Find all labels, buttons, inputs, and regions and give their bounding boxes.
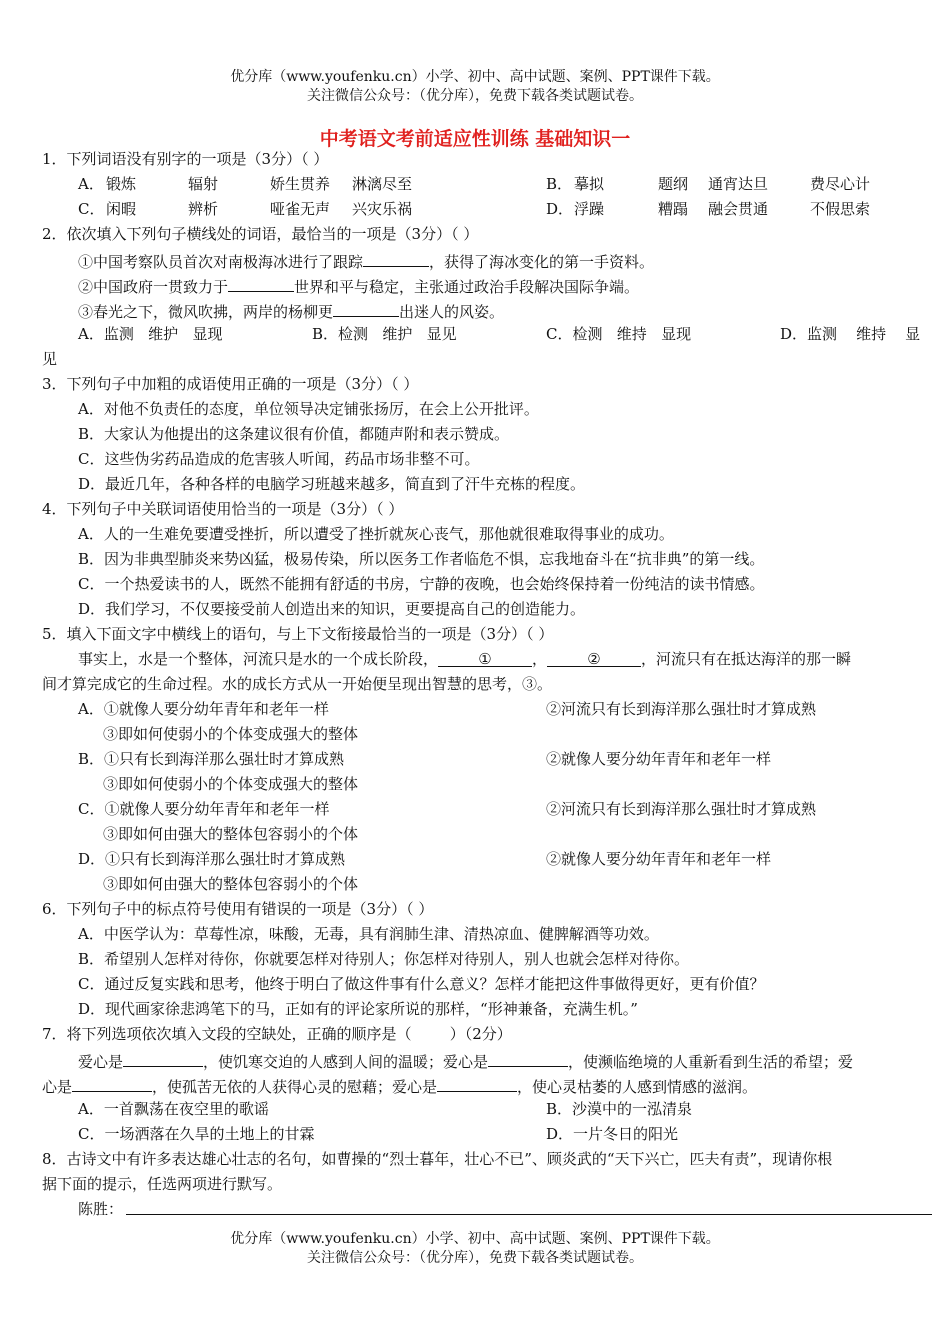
q7-option-d: D．一片冬日的阳光 <box>546 1125 679 1143</box>
q7-passage-line-1: 爱心是 ，使饥寒交迫的人感到人间的温暖；爱心是 ，使濒临绝境的人重新看到生活的希望；爱 <box>78 1048 853 1073</box>
q5-passage-line-2: 间才算完成它的生命过程。水的成长方式从一开始便呈现出智慧的思考，③。 <box>42 675 553 693</box>
q7-option-a: A．一首飘荡在夜空里的歌谣 <box>78 1100 269 1118</box>
q2-sentence-3: ③春光之下，微风吹拂，两岸的杨柳更 出迷人的风姿。 <box>78 298 504 323</box>
q5-option-b-2: ②就像人要分幼年青年和老年一样 <box>546 750 772 768</box>
q5-option-a-3: ③即如何使弱小的个体变成强大的整体 <box>103 725 359 743</box>
q6-option-c: C．通过反复实践和思考，他终于明白了做这件事有什么意义？怎样才能把这件事做得更好，更有价值？ <box>78 975 765 993</box>
q5-option-d-2: ②就像人要分幼年青年和老年一样 <box>546 850 772 868</box>
q5-option-b-3: ③即如何使弱小的个体变成强大的整体 <box>103 775 359 793</box>
q2-sentence-2: ②中国政府一贯致力于 世界和平与稳定，主张通过政治手段解决国际争端。 <box>78 273 639 298</box>
q3-option-c: C．这些伪劣药品造成的危害骇人听闻，药品市场非整不可。 <box>78 450 480 468</box>
q5-option-d-3: ③即如何由强大的整体包容弱小的个体 <box>103 875 359 893</box>
q2-option-b: B．检测 维护 显见 <box>312 325 457 343</box>
q2-sentence-1: ①中国考察队员首次对南极海冰进行了跟踪 ，获得了海冰变化的第一手资料。 <box>78 248 654 273</box>
q1-stem: 1．下列词语没有别字的一项是（3分）（ ） <box>42 150 329 168</box>
q5-option-c-2: ②河流只有长到海洋那么强壮时才算成熟 <box>546 800 817 818</box>
q5-passage-line-1: 事实上，水是一个整体，河流只是水的一个成长阶段， ① ， ② ，河流只有在抵达海洋的那一瞬 <box>78 650 852 668</box>
q7-stem: 7．将下列选项依次填入文段的空缺处，正确的顺序是（ ）（2分） <box>42 1025 512 1043</box>
q5-option-c-1: C．①就像人要分幼年青年和老年一样 <box>78 800 330 818</box>
q8-answer-label: 陈胜： <box>78 1200 124 1218</box>
q7-option-b: B．沙漠中的一泓清泉 <box>546 1100 693 1118</box>
q2-stem: 2．依次填入下列句子横线处的词语，最恰当的一项是（3分）（ ） <box>42 225 479 243</box>
header-line-1: 优分库（www.youfenku.cn）小学、初中、高中试题、案例、PPT课件下载。 <box>230 69 720 85</box>
q3-option-d: D．最近几年，各种各样的电脑学习班越来越多，简直到了汗牛充栋的程度。 <box>78 475 586 493</box>
q7-passage-line-2: 心是 ，使孤苦无依的人获得心灵的慰藉；爱心是 ，使心灵枯萎的人感到情感的滋润。 <box>42 1073 757 1098</box>
q1-option-c: C． 闲暇 辨析 哑雀无声 兴灾乐祸 <box>78 200 413 218</box>
header-line-2: 关注微信公众号：（优分库），免费下载各类试题试卷。 <box>307 88 643 104</box>
page-title: 中考语文考前适应性训练 基础知识一 <box>319 128 631 150</box>
q7-option-c: C．一场洒落在久旱的土地上的甘霖 <box>78 1125 315 1143</box>
q5-option-c-3: ③即如何由强大的整体包容弱小的个体 <box>103 825 359 843</box>
footer-line-2: 关注微信公众号：（优分库），免费下载各类试题试卷。 <box>307 1250 643 1266</box>
q6-option-b: B．希望别人怎样对待你，你就要怎样对待别人；你怎样对待别人，别人也就会怎样对待你。 <box>78 950 690 968</box>
q5-stem: 5．填入下面文字中横线上的语句，与上下文衔接最恰当的一项是（3分）（ ） <box>42 625 554 643</box>
q6-stem: 6．下列句子中的标点符号使用有错误的一项是（3分）（ ） <box>42 900 434 918</box>
q5-option-a-2: ②河流只有长到海洋那么强壮时才算成熟 <box>546 700 817 718</box>
q5-option-a-1: A．①就像人要分幼年青年和老年一样 <box>78 700 329 718</box>
q1-option-a: A． 锻炼 辐射 娇生贯养 淋漓尽至 <box>78 175 413 193</box>
q8-stem-continued: 据下面的提示，任选两项进行默写。 <box>42 1175 283 1193</box>
q3-option-b: B．大家认为他提出的这条建议很有价值，都随声附和表示赞成。 <box>78 425 510 443</box>
q2-option-d-wrap: 见 <box>42 350 58 368</box>
q4-stem: 4．下列句子中关联词语使用恰当的一项是（3分）（ ） <box>42 500 404 518</box>
q3-stem: 3．下列句子中加粗的成语使用正确的一项是（3分）（ ） <box>42 375 419 393</box>
q8-stem: 8．古诗文中有许多表达雄心壮志的名句，如曹操的“烈士暮年，壮心不已”、顾炎武的“天下兴亡，匹夫有责”，现请你根 <box>42 1150 833 1168</box>
footer-line-1: 优分库（www.youfenku.cn）小学、初中、高中试题、案例、PPT课件下载。 <box>230 1231 720 1247</box>
q2-option-c: C．检测 维持 显现 <box>546 325 692 343</box>
q3-option-a: A．对他不负责任的态度，单位领导决定铺张扬厉，在会上公开批评。 <box>78 400 539 418</box>
q1-option-d: D．浮躁 糟蹋 融会贯通 不假思索 <box>546 200 871 218</box>
q4-option-d: D．我们学习，不仅要接受前人创造出来的知识，更要提高自己的创造能力。 <box>78 600 586 618</box>
q2-option-a: A．监测 维护 显现 <box>78 325 223 343</box>
q8-answer-line[interactable] <box>126 1214 932 1215</box>
q4-option-b: B．因为非典型肺炎来势凶猛，极易传染，所以医务工作者临危不惧，忘我地奋斗在“抗非典”的第一线。 <box>78 550 765 568</box>
q5-option-d-1: D．①只有长到海洋那么强壮时才算成熟 <box>78 850 346 868</box>
q6-option-d: D．现代画家徐悲鸿笔下的马，正如有的评论家所说的那样，“形神兼备，充满生机。” <box>78 1000 638 1018</box>
q4-option-a: A．人的一生难免要遭受挫折，所以遭受了挫折就灰心丧气，那他就很难取得事业的成功。 <box>78 525 674 543</box>
q4-option-c: C．一个热爱读书的人，既然不能拥有舒适的书房，宁静的夜晚，也会始终保持着一份纯洁的读书情感。 <box>78 575 765 593</box>
q5-option-b-1: B．①只有长到海洋那么强壮时才算成熟 <box>78 750 345 768</box>
q6-option-a: A．中医学认为：草莓性凉，味酸，无毒，具有润肺生津、清热凉血、健脾解酒等功效。 <box>78 925 659 943</box>
q1-option-b: B． 摹拟 题纲 通宵达旦 费尽心计 <box>546 175 871 193</box>
q2-option-d: D．监测 维持 显 <box>780 325 921 343</box>
